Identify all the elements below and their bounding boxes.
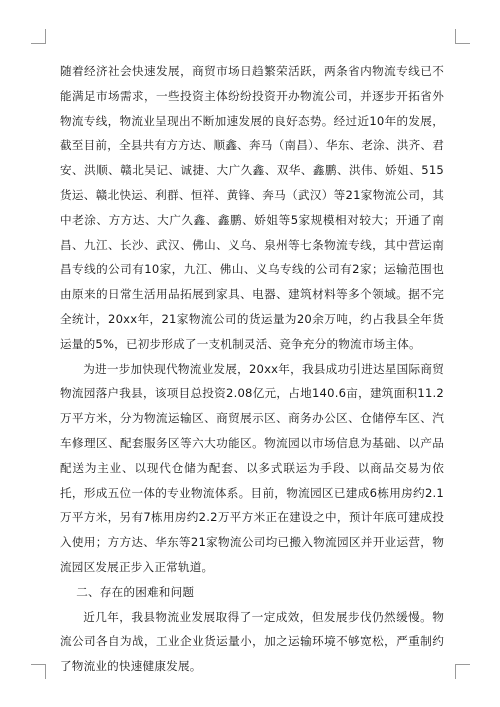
paragraph-logistics-overview: 随着经济社会快速发展，商贸市场日趋繁荣活跃，两条省内物流专线已不能满足市场需求，一些投资主体纷纷投资开办物流公司，并逐步开拓省外物流专线，物流业呈现出不断加速发展的良好态势。经过近10年的发展，截至目前，全县共有方方达、顺鑫、奔马（南昌）、华东、老涂、洪齐、君安、洪顺、赣北吴记、诚捷、大广久鑫、双华、鑫鹏、洪伟、娇姐、515货运、赣北快运、利群、恒祥、黄锋、奔马（武汉）等21家物流公司，其中老涂、方方达、大广久鑫、鑫鹏、娇姐等5家规模相对较大；开通了南昌、九江、长沙、武汉、佛山、义乌、泉州等七条物流专线，其中营运南昌专线的公司有10家，九江、佛山、义乌专线的公司有2家；运输范围也由原来的日常生活用品拓展到家具、电器、建筑材料等多个领域。据不完全统计，20xx年，21家物流公司的货运量为20余万吨，约占我县全年货运量的5%，已初步形成了一支机制灵活、竞争充分的物流市场主体。	[60, 64, 444, 351]
document-body	[60, 59, 444, 679]
crop-mark-bottom-right	[455, 664, 470, 679]
crop-mark-top-left	[31, 29, 46, 44]
crop-mark-bottom-left	[31, 664, 46, 679]
paragraph-difficulties: 近几年，我县物流业发展取得了一定成效，但发展步伐仍然缓慢。物流公司各自为战，工业企业货运量小，加之运输环境不够宽松，严重制约了物流业的快速健康发展。	[60, 609, 444, 674]
crop-mark-top-right	[455, 29, 470, 44]
paragraph-logistics-park: 为进一步加快现代物流业发展，20xx年，我县成功引进达星国际商贸物流园落户我县，该项目总投资2.08亿元，占地140.6亩，建筑面积11.2万平方米，分为物流运输区、商贸展示区、商务办公区、仓储停车区、汽车修理区、配套服务区等六大功能区。物流园以市场信息为基础、以产品配送为主业、以现代仓储为配套、以多式联运为手段、以商品交易为依托，形成五位一体的专业物流体系。目前，物流园区已建成6栋用房约2.1万平方米，另有7栋用房约2.2万平方米正在建设之中，预计年底可建成投入使用；方方达、华东等21家物流公司均已搬入物流园区并开业运营，物流园区发展正步入正常轨道。	[60, 361, 444, 574]
section-heading: 二、存在的困难和问题	[76, 584, 195, 599]
